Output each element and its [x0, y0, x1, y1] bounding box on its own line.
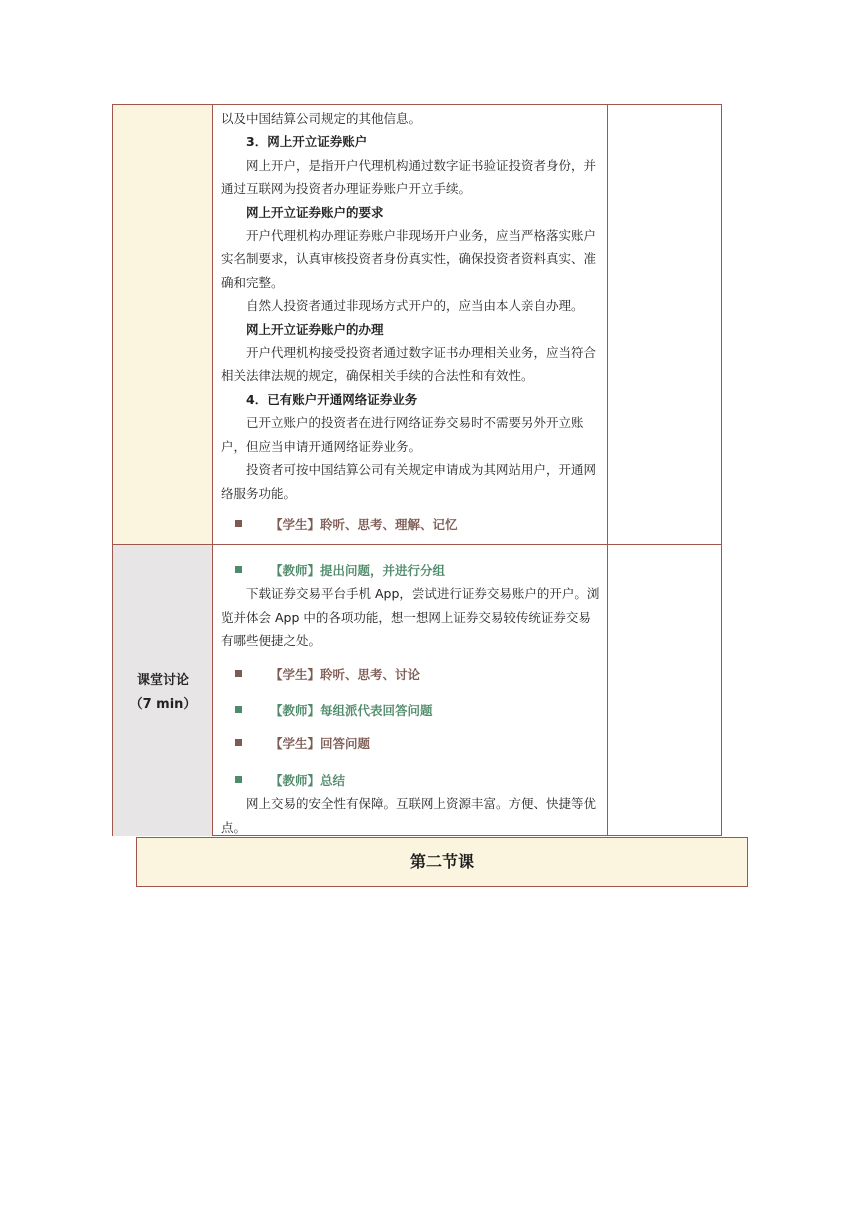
teacher-activity-label: 【教师】总结 — [270, 772, 346, 788]
section-heading: 网上开立证券账户的要求 — [246, 204, 384, 220]
summary-paragraph: 网上交易的安全性有保障。互联网上资源丰富。方便、快捷等优点。 — [221, 796, 597, 835]
student-activity — [221, 663, 603, 686]
banner-title: 第二节课 — [409, 852, 474, 871]
section-heading: 网上开立证券账户的办理 — [246, 321, 384, 337]
square-bullet-icon — [235, 706, 242, 713]
student-activity-label: 【学生】回答问题 — [270, 736, 371, 752]
student-activity — [221, 732, 603, 755]
teacher-activity — [221, 769, 603, 792]
lesson-table — [112, 104, 722, 836]
teacher-activity-label: 【教师】每组派代表回答问题 — [270, 703, 433, 719]
square-bullet-icon — [235, 739, 242, 746]
notes-cell-discussion — [608, 544, 722, 836]
student-activity-label: 【学生】聆听、思考、讨论 — [270, 666, 421, 682]
paragraph: 投资者可按中国结算公司有关规定申请成为其网站用户，开通网络服务功能。 — [221, 462, 597, 501]
teacher-activity-label: 【教师】提出问题，并进行分组 — [270, 563, 446, 578]
task-paragraph: 下载证券交易平台手机 App，尝试进行证券交易账户的开户。浏览并体会 App 中的各项功能，想一想网上证券交易较传统证券交易有哪些便捷之处。 — [221, 586, 600, 649]
lesson-banner — [136, 837, 748, 887]
paragraph: 以及中国结算公司规定的其他信息。 — [221, 111, 422, 126]
paragraph: 已开立账户的投资者在进行网络证券交易时不需要另外开立账户，但应当申请开通网络证券业务。 — [221, 415, 584, 454]
paragraph: 网上开户，是指开户代理机构通过数字证书验证投资者身份，并通过互联网为投资者办理证券账户开立手续。 — [221, 157, 597, 197]
square-bullet-icon — [235, 670, 242, 677]
section-label — [113, 669, 213, 717]
top-content — [221, 107, 603, 536]
left-cell-top — [113, 105, 213, 544]
square-bullet-icon — [235, 520, 242, 527]
teacher-activity — [221, 699, 603, 722]
paragraph: 自然人投资者通过非现场方式开户的，应当由本人亲自办理。 — [246, 298, 584, 314]
notes-cell-top — [608, 105, 722, 544]
student-activity-label: 【学生】聆听、思考、理解、记忆 — [270, 516, 458, 532]
section-label-title: 课堂讨论 — [136, 673, 189, 688]
square-bullet-icon — [235, 776, 242, 783]
section-label-duration: （7 min） — [129, 697, 197, 712]
student-activity — [221, 513, 603, 536]
content-cell-discussion — [213, 544, 608, 836]
paragraph: 开户代理机构接受投资者通过数字证书办理相关业务，应当符合相关法律法规的规定，确保相关手续的合法性和有效性。 — [221, 345, 597, 384]
left-cell-discussion — [113, 544, 213, 836]
content-cell-top — [213, 105, 608, 544]
discussion-content — [221, 559, 603, 839]
teacher-activity — [221, 559, 603, 582]
square-bullet-icon — [235, 566, 242, 573]
section-heading: 3．网上开立证券账户 — [246, 134, 368, 150]
paragraph: 开户代理机构办理证券账户非现场开户业务，应当严格落实账户实名制要求，认真审核投资者身份真实性，确保投资者资料真实、准确和完整。 — [221, 228, 597, 290]
section-heading: 4．已有账户开通网络证券业务 — [246, 391, 418, 407]
